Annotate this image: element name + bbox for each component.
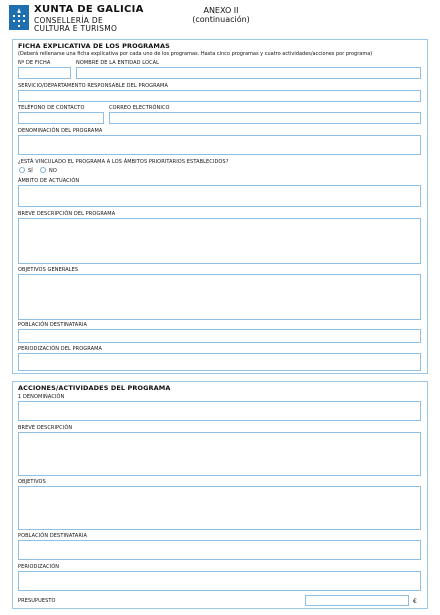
- ambito-label: ÁMBITO DE ACTUACIÓN: [18, 178, 80, 184]
- annex-subtitle: (continuación): [192, 15, 250, 24]
- department-line-2: CULTURA E TURISMO: [34, 24, 118, 33]
- department-line-1: CONSELLERÍA DE: [34, 16, 103, 25]
- servicio-label: SERVICIO/DEPARTAMENTO RESPONSABLE DEL PROGRAMA: [18, 83, 168, 89]
- correo-field[interactable]: [109, 112, 421, 124]
- descripcion-label: BREVE DESCRIPCIÓN DEL PROGRAMA: [18, 211, 116, 217]
- entidad-label: NOMBRE DE LA ENTIDAD LOCAL: [76, 60, 160, 66]
- poblacion-field[interactable]: [18, 329, 421, 343]
- radio-no-label: NO: [49, 168, 57, 174]
- telefono-field[interactable]: [18, 112, 104, 124]
- accion-denominacion-field[interactable]: [18, 401, 421, 421]
- denominacion-label: DENOMINACIÓN DEL PROGRAMA: [18, 128, 103, 134]
- org-name: XUNTA DE GALICIA: [34, 4, 144, 15]
- accion-objetivos-label: OBJETIVOS: [18, 479, 46, 485]
- accion-periodizacion-field[interactable]: [18, 571, 421, 591]
- accion-descripcion-label: BREVE DESCRIPCIÓN: [18, 425, 73, 431]
- vinculado-question: ¿ESTÁ VINCULADO EL PROGRAMA A LOS ÁMBITOS PRIORITARIOS ESTABLECIDOS?: [18, 159, 229, 165]
- accion-objetivos-field[interactable]: [18, 486, 421, 530]
- presupuesto-label: PRESUPUESTO: [18, 598, 56, 604]
- periodizacion-label: PERIODIZACIÓN DEL PROGRAMA: [18, 346, 103, 352]
- entidad-field[interactable]: [76, 67, 421, 79]
- annex-heading: [186, 6, 256, 24]
- periodizacion-field[interactable]: [18, 353, 421, 371]
- num-ficha-field[interactable]: [18, 67, 71, 79]
- poblacion-label: POBLACIÓN DESTINATARIA: [18, 322, 87, 328]
- accion-poblacion-field[interactable]: [18, 540, 421, 560]
- correo-label: CORREO ELECTRÓNICO: [109, 105, 170, 111]
- radio-si-label: SÍ: [28, 168, 33, 174]
- ficha-title: FICHA EXPLICATIVA DE LOS PROGRAMAS: [18, 42, 170, 50]
- department-name: [34, 17, 117, 33]
- ficha-note: (Deberá rellenarse una ficha explicativa por cada uno de los programas. Hasta cinco programas y cuatro actividades/acciones por programa): [18, 51, 373, 57]
- telefono-label: TELÉFONO DE CONTACTO: [18, 105, 85, 111]
- descripcion-field[interactable]: [18, 218, 421, 264]
- servicio-field[interactable]: [18, 90, 421, 102]
- radio-no[interactable]: [40, 167, 46, 173]
- num-ficha-label: Nº DE FICHA: [18, 60, 51, 66]
- currency-symbol: €: [413, 598, 417, 605]
- acciones-title: ACCIONES/ACTIVIDADES DEL PROGRAMA: [18, 384, 171, 392]
- annex-title: ANEXO II: [203, 6, 239, 15]
- denominacion-field[interactable]: [18, 135, 421, 155]
- ambito-field[interactable]: [18, 185, 421, 207]
- radio-si[interactable]: [19, 167, 25, 173]
- accion-periodizacion-label: PERIODIZACIÓN: [18, 564, 60, 570]
- accion-poblacion-label: POBLACIÓN DESTINATARIA: [18, 533, 87, 539]
- objetivos-field[interactable]: [18, 274, 421, 320]
- objetivos-label: OBJETIVOS GENERALES: [18, 267, 79, 273]
- presupuesto-field[interactable]: [305, 595, 409, 606]
- xunta-shield-icon: [9, 5, 29, 30]
- accion-denominacion-label: 1 DENOMINACIÓN: [18, 394, 65, 400]
- accion-descripcion-field[interactable]: [18, 432, 421, 476]
